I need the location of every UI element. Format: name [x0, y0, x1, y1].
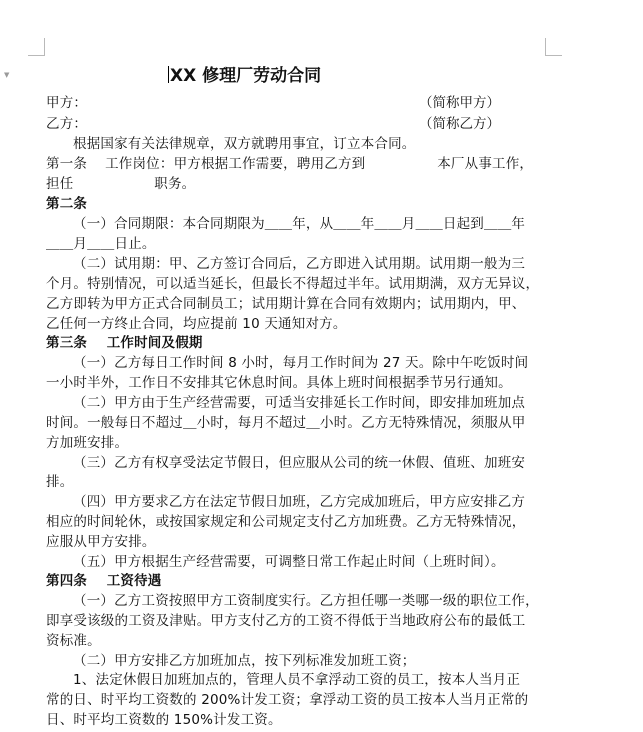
page-corner-mark-top-right-vertical: [545, 38, 546, 56]
paragraph-line: 时间。一般每日不超过＿小时，每月不超过＿小时。乙方无特殊情况，须服从甲: [46, 415, 526, 431]
section-heading: 第二条: [46, 196, 88, 212]
party-a-short: （简称甲方）: [419, 95, 500, 111]
paragraph-line: 个月。特别情况，可以适当延长，但最长不得超过半年。试用期满，双方无异议，: [46, 276, 540, 292]
paragraph-line: ＿＿月＿＿日止。: [46, 236, 156, 252]
paragraph-line: 根据国家有关法律规章，双方就聘用事宜，订立本合同。: [73, 136, 416, 152]
paragraph-line: （二）试用期：甲、乙方签订合同后，乙方即进入试用期。试用期一般为三: [73, 256, 526, 272]
section-heading: 第三条 工作时间及假期: [46, 335, 203, 351]
paragraph-line: 1、法定休假日加班加点的，管理人员不拿浮动工资的员工，按本人当月正: [73, 672, 521, 688]
paragraph-line: 第一条 工作岗位：甲方根据工作需要，聘用乙方到 本厂从事工作，: [46, 156, 534, 172]
paragraph-line: 日、时平均工资数的 150%计发工资。: [46, 712, 282, 728]
paragraph-line: （二）甲方安排乙方加班加点，按下列标准发加班工资；: [73, 653, 416, 669]
section-heading: 第四条 工资待遇: [46, 573, 162, 589]
page-corner-mark-top-right-horizontal: [545, 55, 562, 56]
paragraph-line: （四）甲方要求乙方在法定节假日加班，乙方完成加班后，甲方应安排乙方: [73, 494, 526, 510]
paragraph-line: 排。: [46, 474, 74, 490]
paragraph-line: 担任 职务。: [46, 176, 196, 192]
paragraph-line: （一）合同期限：本合同期限为＿＿年，从＿＿年＿＿月＿＿日起到＿＿年: [73, 216, 526, 232]
paragraph-line: （五）甲方根据生产经营需要，可调整日常工作起止时间（上班时间）。: [73, 554, 505, 570]
paragraph-line: 一小时半外，工作日不安排其它休息时间。具体上班时间根据季节另行通知。: [46, 375, 512, 391]
paragraph-line: 乙任何一方终止合同，均应提前 10 天通知对方。: [46, 316, 347, 332]
paragraph-line: 应服从甲方安排。: [46, 534, 156, 550]
paragraph-line: （一）乙方工资按照甲方工资制度实行。乙方担任哪一类哪一级的职位工作，: [73, 593, 539, 609]
paragraph-line: （二）甲方由于生产经营需要，可适当安排延长工作时间，即安排加班加点: [73, 395, 526, 411]
paragraph-line: 乙方即转为甲方正式合同制员工；试用期计算在合同有效期内；试用期内，甲、: [46, 296, 526, 312]
paragraph-line: 即享受该级的工资及津贴。甲方支付乙方的工资不得低于当地政府公布的最低工: [46, 613, 526, 629]
ruler-marker-icon: ▼: [4, 71, 10, 79]
party-b-short: （简称乙方）: [419, 116, 500, 132]
paragraph-line: 常的日、时平均工资数的 200%计发工资；拿浮动工资的员工按本人当月正常的: [46, 692, 529, 708]
page-corner-mark-top-left-horizontal: [28, 55, 45, 56]
party-b-line: 乙方：: [46, 116, 88, 132]
paragraph-line: （一）乙方每日工作时间 8 小时，每月工作时间为 27 天。除中午吃饭时间: [73, 355, 529, 371]
text-cursor: [168, 66, 169, 83]
paragraph-line: 资标准。: [46, 633, 101, 649]
paragraph-line: 方加班安排。: [46, 435, 129, 451]
paragraph-line: （三）乙方有权享受法定节假日，但应服从公司的统一休假、值班、加班安: [73, 455, 526, 471]
party-a-line: 甲方：: [46, 95, 88, 111]
document-title[interactable]: XX 修理厂劳动合同: [170, 66, 322, 86]
page-corner-mark-top-left-vertical: [44, 38, 45, 56]
paragraph-line: 相应的时间轮休，或按国家规定和公司规定支付乙方加班费。乙方无特殊情况，: [46, 514, 526, 530]
